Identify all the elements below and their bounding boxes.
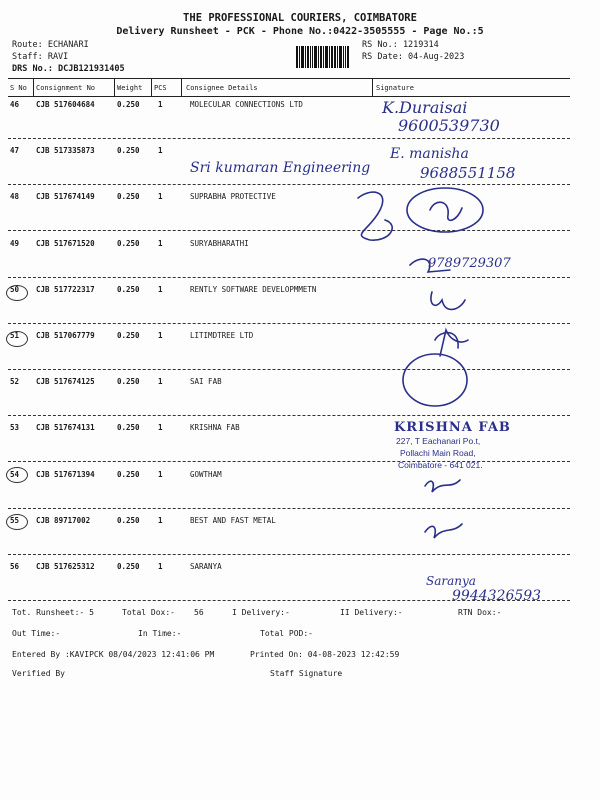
handwritten-phone: 9944326593 [452, 588, 542, 604]
table-header-line [8, 96, 570, 97]
row-consignee: BEST AND FAST METAL [190, 516, 276, 525]
verified-by: Verified By [12, 669, 65, 678]
total-dox-value: 56 [194, 608, 204, 617]
handwritten-phone: 9789729307 [428, 256, 511, 271]
row-weight: 0.250 [117, 516, 140, 525]
stamp-name: KRISHNA FAB [394, 420, 511, 435]
company-title: THE PROFESSIONAL COURIERS, COIMBATORE [183, 12, 417, 24]
row-pcs: 1 [158, 562, 163, 571]
staff: Staff: RAVI [12, 52, 69, 62]
drs-number: DRS No.: DCJB121931405 [12, 64, 125, 74]
row-sno: 54 [10, 470, 20, 479]
stamp-address-line2: Pollachi Main Road, [400, 448, 476, 458]
row-pcs: 1 [158, 516, 163, 525]
row-pcs: 1 [158, 146, 163, 155]
row-separator [8, 138, 570, 139]
row-sno: 47 [10, 146, 20, 155]
route: Route: ECHANARI [12, 40, 89, 50]
row-pcs: 1 [158, 377, 163, 386]
row-consignee: SUPRABHA PROTECTIVE [190, 192, 276, 201]
col-header-weight: Weight [117, 84, 143, 92]
handwritten-name: Saranya [426, 574, 476, 588]
signature-stroke [425, 524, 462, 538]
row-consignment-no: CJB 517674131 [36, 423, 95, 432]
col-divider [33, 78, 34, 96]
stamp-address-line1: 227, T Eachanari Po.t, [396, 436, 481, 446]
handwritten-phone: 9688551158 [420, 164, 516, 182]
row-consignment-no: CJB 517067779 [36, 331, 95, 340]
rs-number: RS No.: 1219314 [362, 40, 439, 50]
row-consignee: SAI FAB [190, 377, 222, 386]
ii-delivery: II Delivery:- [340, 608, 403, 617]
col-divider [372, 78, 373, 96]
i-delivery: I Delivery:- [232, 608, 290, 617]
col-divider [114, 78, 115, 96]
row-sno: 46 [10, 100, 20, 109]
row-sno: 55 [10, 516, 20, 525]
row-pcs: 1 [158, 331, 163, 340]
row-sno: 50 [10, 285, 20, 294]
col-divider [181, 78, 182, 96]
entered-by: Entered By :KAVIPCK 08/04/2023 12:41:06 PM [12, 650, 215, 659]
row-weight: 0.250 [117, 285, 140, 294]
total-dox-label: Total Dox:- [122, 608, 175, 617]
in-time: In Time:- [138, 629, 182, 638]
row-consignment-no: CJB 517674125 [36, 377, 95, 386]
printed-on: Printed On: 04-08-2023 12:42:59 [250, 650, 400, 659]
handwritten-phone: 9600539730 [398, 116, 500, 135]
row-sno: 48 [10, 192, 20, 201]
row-pcs: 1 [158, 100, 163, 109]
row-sno: 51 [10, 331, 20, 340]
row-pcs: 1 [158, 423, 163, 432]
signature-stroke [431, 292, 465, 309]
row-sno: 49 [10, 239, 20, 248]
row-sno: 52 [10, 377, 20, 386]
row-sno: 53 [10, 423, 20, 432]
row-consignee: SARANYA [190, 562, 222, 571]
runsheet-title: Delivery Runsheet - PCK - Phone No.:0422-3505555 - Page No.:5 [116, 26, 484, 37]
stamp-address-line3: Coimbatore - 641 021. [398, 460, 483, 470]
row-consignee: GOWTHAM [190, 470, 222, 479]
row-weight: 0.250 [117, 146, 140, 155]
row-weight: 0.250 [117, 331, 140, 340]
row-weight: 0.250 [117, 192, 140, 201]
signature-stroke [425, 480, 460, 492]
total-pod: Total POD:- [260, 629, 313, 638]
row-consignee: RENTLY SOFTWARE DEVELOPMMETN [190, 285, 317, 294]
handwritten-name: K.Duraisai [382, 98, 468, 117]
barcode [296, 46, 356, 68]
row-pcs: 1 [158, 470, 163, 479]
out-time: Out Time:- [12, 629, 61, 638]
staff-signature: Staff Signature [270, 669, 343, 678]
col-header-signature: Signature [376, 84, 414, 92]
row-sno: 56 [10, 562, 20, 571]
col-divider [151, 78, 152, 96]
signature-scribbles [340, 180, 580, 620]
row-weight: 0.250 [117, 470, 140, 479]
row-consignment-no: CJB 517722317 [36, 285, 95, 294]
handwritten-name: E. manisha [390, 146, 469, 162]
row-weight: 0.250 [117, 100, 140, 109]
total-runsheet: Tot. Runsheet:- 5 [12, 608, 94, 617]
row-weight: 0.250 [117, 377, 140, 386]
row-weight: 0.250 [117, 562, 140, 571]
rtn-dox: RTN Dox:- [458, 608, 502, 617]
mark-circle [6, 514, 28, 530]
row-consignment-no: CJB 517335873 [36, 146, 95, 155]
row-consignment-no: CJB 517604684 [36, 100, 95, 109]
col-header-consignment: Consignment No [36, 84, 96, 92]
row-consignment-no: CJB 517671394 [36, 470, 95, 479]
mark-circle [6, 467, 28, 483]
row-consignee: KRISHNA FAB [190, 423, 240, 432]
row-pcs: 1 [158, 285, 163, 294]
col-header-consignee: Consignee Details [186, 84, 258, 92]
row-consignment-no: CJB 517674149 [36, 192, 95, 201]
row-pcs: 1 [158, 192, 163, 201]
stamp-outline [407, 188, 483, 232]
signature-stroke [430, 202, 462, 220]
signature-stroke [358, 192, 392, 240]
col-header-pcs: PCS [154, 84, 167, 92]
mark-circle [6, 331, 28, 347]
table-top-line [8, 78, 570, 79]
handwritten-consignee: Sri kumaran Engineering [190, 160, 371, 176]
row-consignee: MOLECULAR CONNECTIONS LTD [190, 100, 303, 109]
rs-date: RS Date: 04-Aug-2023 [362, 52, 465, 62]
row-pcs: 1 [158, 239, 163, 248]
mark-circle [6, 285, 28, 301]
row-consignee: SURYABHARATHI [190, 239, 249, 248]
stamp-outline [403, 354, 467, 406]
row-consignment-no: CJB 517671520 [36, 239, 95, 248]
row-consignment-no: CJB 89717002 [36, 516, 91, 525]
row-weight: 0.250 [117, 239, 140, 248]
col-header-sno: S No [10, 84, 27, 92]
signature-stroke [410, 259, 450, 272]
row-consignee: LITIMDTREE LTD [190, 331, 254, 340]
row-consignment-no: CJB 517625312 [36, 562, 95, 571]
row-weight: 0.250 [117, 423, 140, 432]
